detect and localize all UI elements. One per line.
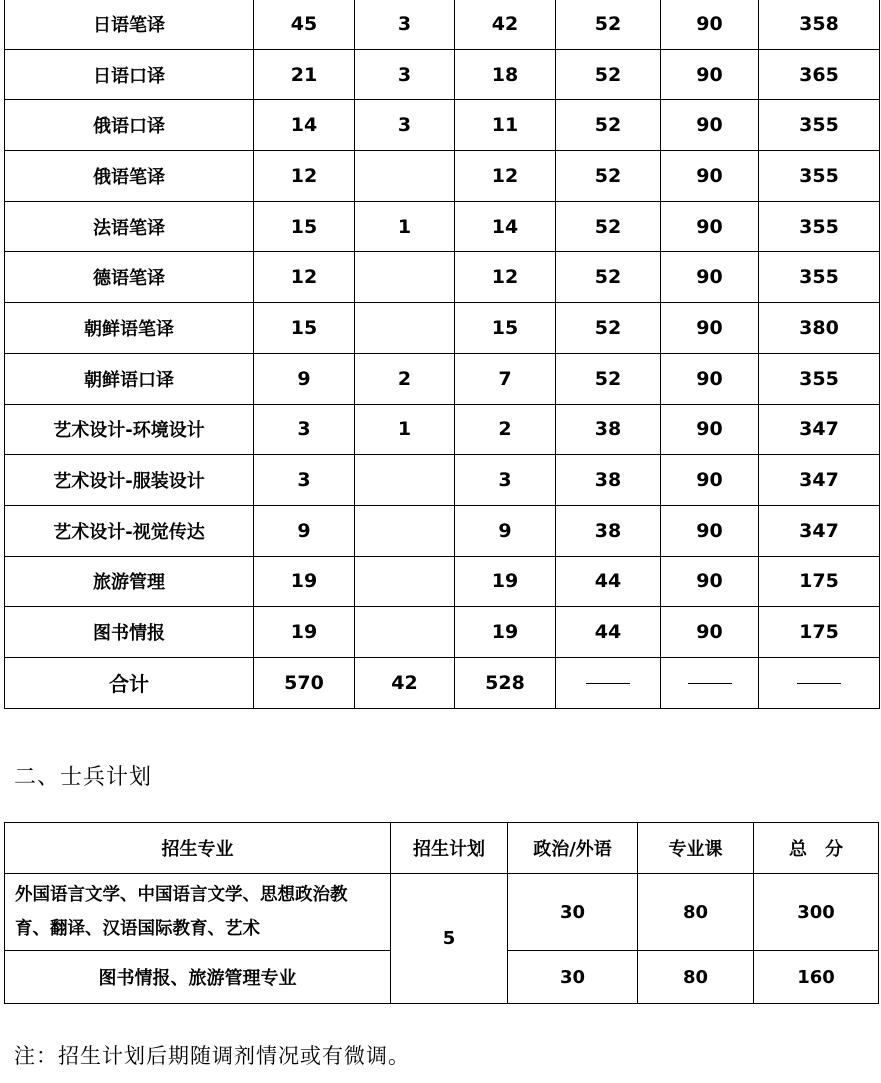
table-cell: 2	[355, 353, 455, 404]
table-cell: 528	[455, 657, 556, 708]
major-cell: 外国语言文学、中国语言文学、思想政治教育、翻译、汉语国际教育、艺术	[5, 874, 391, 951]
table-cell: 355	[759, 151, 880, 202]
table-cell: 3	[254, 404, 355, 455]
table-cell: 30	[508, 874, 638, 951]
table-cell: 12	[254, 252, 355, 303]
major-name-cell: 朝鲜语笔译	[5, 303, 254, 354]
table-cell: 42	[355, 657, 455, 708]
table-cell: 3	[355, 49, 455, 100]
table-cell: 175	[759, 607, 880, 658]
table-cell	[355, 607, 455, 658]
table-cell: 52	[556, 151, 661, 202]
table-cell: 45	[254, 0, 355, 49]
table-row	[5, 455, 880, 506]
table-cell: 90	[661, 49, 759, 100]
table-cell: 90	[661, 201, 759, 252]
table-cell: 347	[759, 455, 880, 506]
table-row	[5, 49, 880, 100]
major-cell: 图书情报、旅游管理专业	[5, 951, 391, 1004]
dash-cell	[556, 657, 661, 708]
table-row	[5, 353, 880, 404]
table-cell: 14	[455, 201, 556, 252]
major-name-cell: 日语笔译	[5, 0, 254, 49]
major-name-cell: 艺术设计-服装设计	[5, 455, 254, 506]
table-cell: 355	[759, 100, 880, 151]
section-title: 二、士兵计划	[14, 765, 153, 790]
dash-cell	[661, 657, 759, 708]
table-cell: 347	[759, 404, 880, 455]
table-cell: 90	[661, 252, 759, 303]
table-cell: 365	[759, 49, 880, 100]
table-cell: 15	[254, 303, 355, 354]
table-cell: 90	[661, 455, 759, 506]
table-cell: 42	[455, 0, 556, 49]
major-name-cell: 图书情报	[5, 607, 254, 658]
table-cell: 90	[661, 505, 759, 556]
table-cell: 80	[638, 874, 754, 951]
dash-line	[688, 683, 732, 684]
table-cell: 15	[455, 303, 556, 354]
table-cell: 355	[759, 252, 880, 303]
table-cell: 12	[455, 252, 556, 303]
total-label-cell: 合计	[5, 657, 254, 708]
major-name-cell: 朝鲜语口译	[5, 353, 254, 404]
table-cell: 52	[556, 201, 661, 252]
table-cell	[355, 556, 455, 607]
table-cell: 15	[254, 201, 355, 252]
table-row	[5, 100, 880, 151]
table-cell: 80	[638, 951, 754, 1004]
table-cell: 11	[455, 100, 556, 151]
total-row	[5, 657, 880, 708]
table-cell: 358	[759, 0, 880, 49]
table-cell: 21	[254, 49, 355, 100]
table-cell: 90	[661, 303, 759, 354]
table-row	[5, 607, 880, 658]
table-cell: 44	[556, 556, 661, 607]
table-cell: 19	[254, 607, 355, 658]
table-cell: 38	[556, 505, 661, 556]
major-name-cell: 艺术设计-视觉传达	[5, 505, 254, 556]
dash-cell	[759, 657, 880, 708]
table-cell: 52	[556, 0, 661, 49]
header-politics-language: 政治/外语	[508, 823, 638, 874]
table-row	[5, 505, 880, 556]
table-cell: 12	[455, 151, 556, 202]
table-cell: 160	[754, 951, 879, 1004]
major-name-cell: 日语口译	[5, 49, 254, 100]
plan-cell: 5	[391, 874, 508, 1004]
admission-score-table	[4, 0, 880, 709]
table-cell	[355, 252, 455, 303]
dash-line	[586, 683, 630, 684]
table-cell: 9	[254, 505, 355, 556]
table-cell: 3	[455, 455, 556, 506]
table-cell: 2	[455, 404, 556, 455]
major-name-cell: 俄语口译	[5, 100, 254, 151]
table-cell: 380	[759, 303, 880, 354]
table-cell: 90	[661, 556, 759, 607]
major-name-cell: 德语笔译	[5, 252, 254, 303]
table-cell: 19	[254, 556, 355, 607]
table-header-row	[5, 823, 879, 874]
dash-line	[797, 683, 841, 684]
table-cell: 90	[661, 100, 759, 151]
major-name-cell: 旅游管理	[5, 556, 254, 607]
table-row	[5, 874, 879, 951]
table-cell: 1	[355, 404, 455, 455]
table-cell: 1	[355, 201, 455, 252]
table-row	[5, 556, 880, 607]
table-cell: 52	[556, 252, 661, 303]
table-cell: 18	[455, 49, 556, 100]
table-row	[5, 303, 880, 354]
table-row	[5, 252, 880, 303]
table-cell	[355, 303, 455, 354]
major-name-cell: 俄语笔译	[5, 151, 254, 202]
table-cell: 3	[355, 100, 455, 151]
table-cell: 347	[759, 505, 880, 556]
table-cell: 175	[759, 556, 880, 607]
table-cell	[355, 455, 455, 506]
table-cell: 19	[455, 607, 556, 658]
header-plan: 招生计划	[391, 823, 508, 874]
table-cell: 30	[508, 951, 638, 1004]
table-cell: 52	[556, 100, 661, 151]
table-cell: 3	[254, 455, 355, 506]
table-cell: 90	[661, 607, 759, 658]
table-cell: 355	[759, 353, 880, 404]
table-cell: 44	[556, 607, 661, 658]
table-cell: 90	[661, 404, 759, 455]
table-cell: 570	[254, 657, 355, 708]
table-cell: 52	[556, 303, 661, 354]
table-cell	[355, 505, 455, 556]
table-cell: 52	[556, 353, 661, 404]
header-specialty: 专业课	[638, 823, 754, 874]
table-cell: 14	[254, 100, 355, 151]
soldier-plan-table	[4, 822, 879, 1004]
table-row	[5, 151, 880, 202]
table-cell: 300	[754, 874, 879, 951]
table-cell: 9	[254, 353, 355, 404]
major-name-cell: 法语笔译	[5, 201, 254, 252]
table-row	[5, 0, 880, 49]
table-cell: 355	[759, 201, 880, 252]
table-cell: 38	[556, 455, 661, 506]
table-cell: 3	[355, 0, 455, 49]
footnote: 注：招生计划后期随调剂情况或有微调。	[14, 1044, 410, 1068]
table-row	[5, 404, 880, 455]
table-cell: 19	[455, 556, 556, 607]
table-cell	[355, 151, 455, 202]
table-cell: 90	[661, 353, 759, 404]
header-major: 招生专业	[5, 823, 391, 874]
table-cell: 90	[661, 0, 759, 49]
table-cell: 90	[661, 151, 759, 202]
table-cell: 38	[556, 404, 661, 455]
table-cell: 12	[254, 151, 355, 202]
table-cell: 52	[556, 49, 661, 100]
header-total: 总 分	[754, 823, 879, 874]
major-name-cell: 艺术设计-环境设计	[5, 404, 254, 455]
table-cell: 9	[455, 505, 556, 556]
table-cell: 7	[455, 353, 556, 404]
table-row	[5, 201, 880, 252]
